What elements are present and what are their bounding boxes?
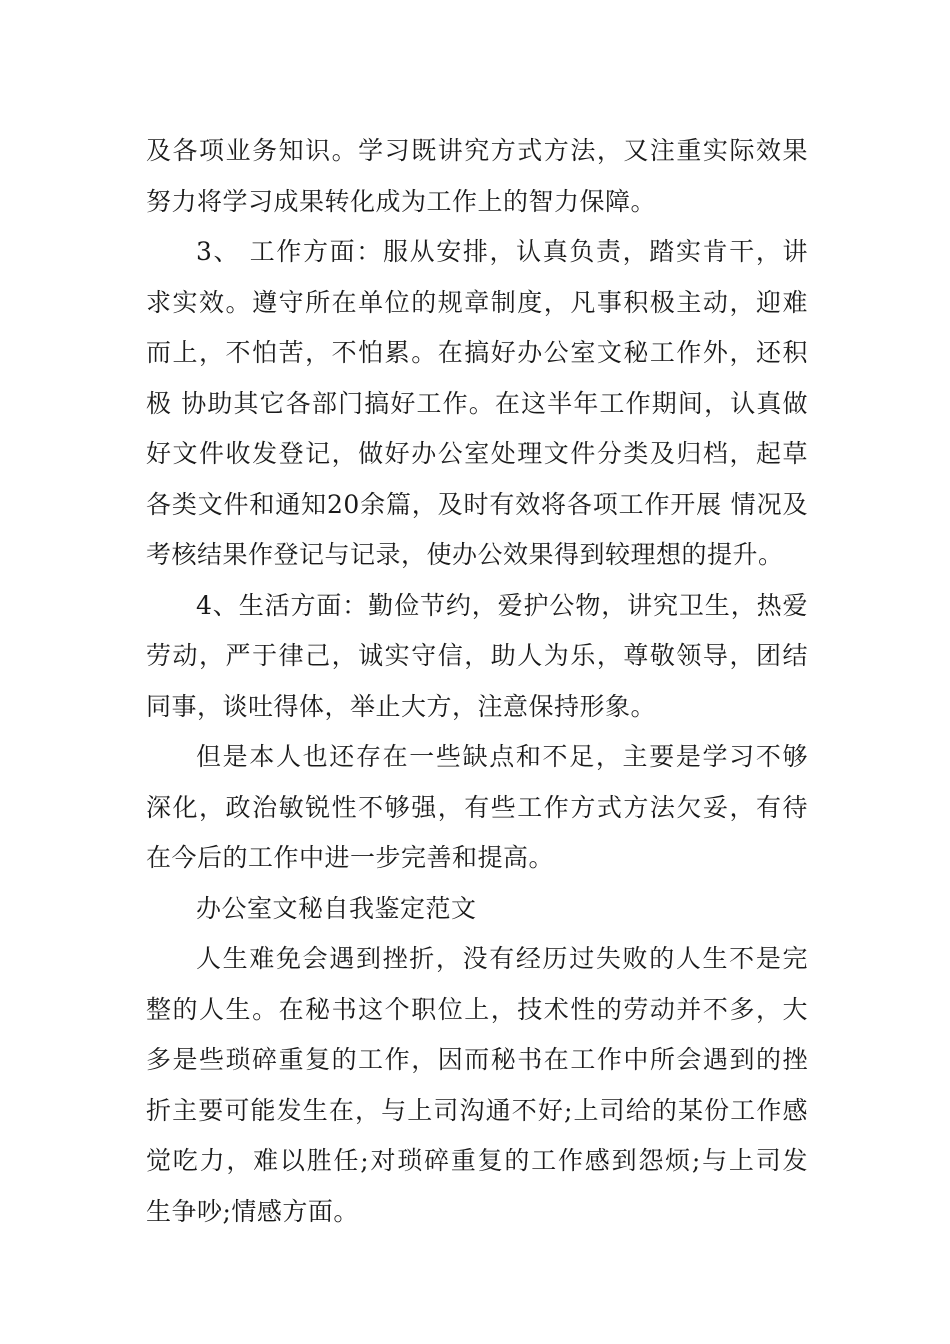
text-line: 同事，谈吐得体，举止大方，注意保持形象。: [146, 691, 657, 721]
text-line: 各类文件和通知20余篇，及时有效将各项工作开展 情况及: [146, 489, 808, 519]
text-line: 在今后的工作中进一步完善和提高。: [146, 843, 555, 872]
text-line: 而上，不怕苦，不怕累。在搞好办公室文秘工作外，还积: [146, 338, 808, 367]
text-line: 及各项业务知识。学习既讲究方式方法，又注重实际效果: [146, 136, 808, 165]
section-heading: 办公室文秘自我鉴定范文: [196, 893, 477, 923]
text-line: 生争吵;情感方面。: [146, 1196, 359, 1226]
text-line: 好文件收发登记，做好办公室处理文件分类及归档，起草: [146, 439, 808, 468]
text-line: 努力将学习成果转化成为工作上的智力保障。: [146, 186, 657, 216]
text-line: 求实效。遵守所在单位的规章制度，凡事积极主动，迎难: [146, 287, 808, 317]
text-line: 深化，政治敏锐性不够强，有些工作方式方法欠妥，有待: [146, 792, 808, 822]
text-line: 3、 工作方面：服从安排，认真负责，踏实肯干，讲: [196, 237, 808, 266]
document-body: [146, 126, 808, 1237]
text-line: 4、生活方面：勤俭节约，爱护公物，讲究卫生，热爱: [196, 590, 808, 620]
text-line: 劳动，严于律己，诚实守信，助人为乐，尊敬领导，团结: [146, 641, 808, 670]
text-line: 折主要可能发生在，与上司沟通不好;上司给的某份工作感: [146, 1095, 808, 1125]
text-line: 人生难免会遇到挫折，没有经历过失败的人生不是完: [196, 944, 808, 973]
text-line: 整的人生。在秘书这个职位上，技术性的劳动并不多，大: [146, 994, 808, 1024]
text-line: 极 协助其它各部门搞好工作。在这半年工作期间，认真做: [146, 388, 808, 418]
text-line: 多是些琐碎重复的工作，因而秘书在工作中所会遇到的挫: [146, 1045, 808, 1074]
text-line: 但是本人也还存在一些缺点和不足，主要是学习不够: [196, 742, 808, 771]
text-line: 觉吃力，难以胜任;对琐碎重复的工作感到怨烦;与上司发: [146, 1146, 808, 1175]
text-line: 考核结果作登记与记录，使办公效果得到较理想的提升。: [146, 540, 784, 569]
